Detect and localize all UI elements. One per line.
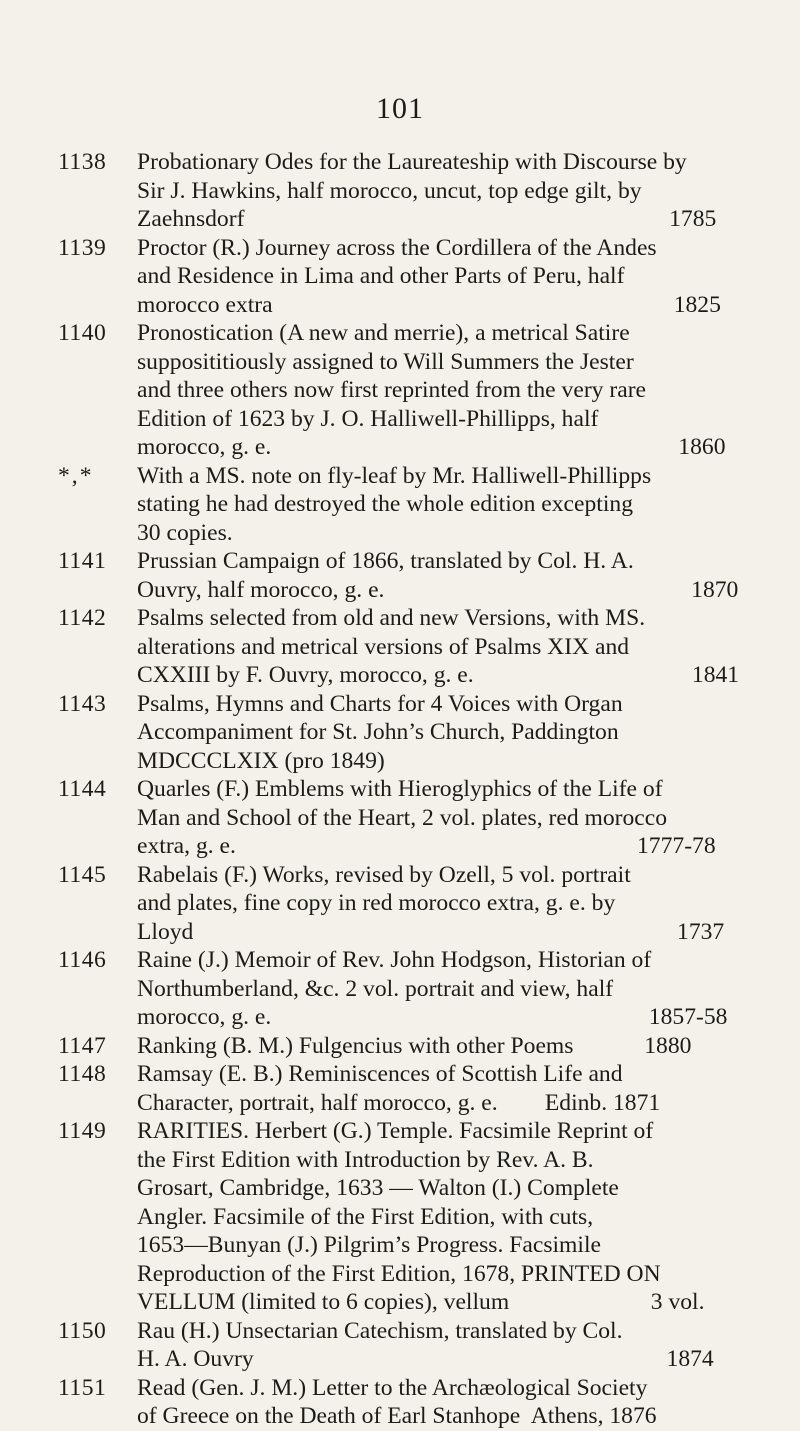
entry-line: Man and School of the Heart, 2 vol. plates, red morocco [137, 804, 668, 831]
entry-line: Grosart, Cambridge, 1633 — Walton (I.) Complete [137, 1175, 619, 1201]
entry-line: 1653—Bunyan (J.) Pilgrim’s Progress. Facsimile [137, 1232, 601, 1258]
catalogue-entry [58, 148, 758, 234]
entry-line: Character, portrait, half morocco, g. e. Edinb. 1871 [137, 1089, 661, 1116]
lot-number: 1149 [58, 1118, 107, 1144]
catalogue-entry [58, 1060, 758, 1117]
entry-line: MDCCCLXIX (pro 1849) [137, 747, 385, 774]
entry-line: Accompaniment for St. John’s Church, Paddington [137, 719, 619, 745]
entry-description [137, 319, 758, 462]
lot-number: 1147 [58, 1032, 107, 1059]
entry-line: 30 copies. [137, 519, 233, 546]
entry-line: Rabelais (F.) Works, revised by Ozell, 5 vol. portrait [137, 861, 631, 888]
entry-description [137, 1374, 758, 1431]
entry-line: H. A. Ouvry 1874 [137, 1346, 714, 1372]
entry-line: stating he had destroyed the whole edition excepting [137, 491, 633, 517]
lot-number: 1143 [58, 690, 107, 717]
entry-line: of Greece on the Death of Earl Stanhope Athens, 1876 [137, 1403, 657, 1429]
entry-line: morocco, g. e. 1857-58 [137, 1004, 728, 1030]
entry-description [137, 1032, 758, 1061]
lot-number: 1145 [58, 861, 107, 888]
catalogue-entry [58, 547, 758, 604]
entry-line: extra, g. e. 1777-78 [137, 833, 716, 859]
entry-line: supposititiously assigned to Will Summers the Jester [137, 348, 634, 375]
entry-line: Reproduction of the First Edition, 1678, PRINTED ON [137, 1260, 661, 1287]
entry-line: Psalms, Hymns and Charts for 4 Voices with Organ [137, 690, 623, 717]
page-number: 101 [376, 92, 424, 125]
lot-number: 1151 [58, 1374, 107, 1401]
lot-number: 1139 [58, 234, 107, 261]
entry-line: Rau (H.) Unsectarian Catechism, translated by Col. [137, 1317, 623, 1344]
catalogue-entry [58, 1117, 758, 1317]
entry-line: Prussian Campaign of 1866, translated by Col. H. A. [137, 548, 634, 574]
catalogue-entry [58, 861, 758, 947]
entry-description [137, 690, 758, 776]
entry-line: alterations and metrical versions of Psalms XIX and [137, 633, 630, 660]
entry-line: Lloyd 1737 [137, 918, 725, 945]
entry-description [137, 946, 758, 1032]
entry-line: Ranking (B. M.) Fulgencius with other Poems 1880 [137, 1032, 692, 1059]
catalogue-entry [58, 690, 758, 776]
catalogue-entry [58, 1032, 758, 1061]
lot-number: 1141 [58, 548, 107, 574]
entry-description [137, 604, 758, 690]
lot-number: 1148 [58, 1061, 107, 1087]
entry-line: and Residence in Lima and other Parts of Peru, half [137, 263, 625, 289]
entry-line: CXXIII by F. Ouvry, morocco, g. e. 1841 [137, 662, 740, 688]
lot-number: *,* [58, 462, 94, 489]
entry-line: the First Edition with Introduction by Rev. A. B. [137, 1146, 594, 1173]
entry-line: and three others now first reprinted from the very rare [137, 377, 647, 403]
entry-description [137, 1117, 758, 1317]
entry-line: Read (Gen. J. M.) Letter to the Archæological Society [137, 1374, 648, 1401]
lot-number: 1150 [58, 1317, 107, 1344]
entry-note [58, 462, 758, 548]
entry-line: Probationary Odes for the Laureateship with Discourse by [137, 149, 687, 175]
entry-list [58, 148, 758, 1431]
lot-number: 1144 [58, 776, 107, 802]
lot-number: 1142 [58, 605, 107, 631]
entry-line: RARITIES. Herbert (G.) Temple. Facsimile Reprint of [137, 1118, 654, 1144]
entry-line: Edition of 1623 by J. O. Halliwell-Phillipps, half [137, 405, 599, 432]
entry-description [137, 547, 758, 604]
entry-line: Sir J. Hawkins, half morocco, uncut, top edge gilt, by [137, 177, 642, 204]
entry-line: Quarles (F.) Emblems with Hieroglyphics of the Life of [137, 776, 663, 802]
lot-number: 1138 [58, 149, 107, 175]
entry-description [137, 462, 758, 548]
entry-line: Ouvry, half morocco, g. e. 1870 [137, 576, 739, 603]
entry-line: Angler. Facsimile of the First Edition, with cuts, [137, 1203, 594, 1230]
entry-line: Northumberland, &c. 2 vol. portrait and view, half [137, 975, 614, 1002]
entry-line: With a MS. note on fly-leaf by Mr. Halliwell-Phillipps [137, 462, 652, 489]
entry-line: Proctor (R.) Journey across the Cordillera of the Andes [137, 234, 657, 261]
catalogue-entry [58, 604, 758, 690]
entry-description [137, 234, 758, 320]
entry-description [137, 1060, 758, 1117]
lot-number: 1146 [58, 947, 107, 973]
entry-description [137, 775, 758, 861]
entry-description [137, 148, 758, 234]
catalogue-entry [58, 1317, 758, 1374]
lot-number: 1140 [58, 320, 107, 346]
catalogue-entry [58, 775, 758, 861]
entry-line: VELLUM (limited to 6 copies), vellum 3 vol. [137, 1289, 705, 1315]
entry-description [137, 1317, 758, 1374]
entry-line: morocco extra 1825 [137, 291, 721, 318]
entry-line: Pronostication (A new and merrie), a metrical Satire [137, 320, 630, 346]
entry-line: Psalms selected from old and new Versions, with MS. [137, 605, 646, 631]
entry-line: Zaehnsdorf 1785 [137, 206, 717, 232]
entry-line: morocco, g. e. 1860 [137, 434, 726, 460]
catalogue-entry [58, 319, 758, 462]
entry-line: and plates, fine copy in red morocco extra, g. e. by [137, 890, 616, 916]
entry-line: Ramsay (E. B.) Reminiscences of Scottish Life and [137, 1061, 623, 1087]
catalogue-entry [58, 1374, 758, 1431]
catalogue-entry [58, 234, 758, 320]
entry-line: Raine (J.) Memoir of Rev. John Hodgson, Historian of [137, 947, 652, 973]
catalogue-entry [58, 946, 758, 1032]
entry-description [137, 861, 758, 947]
